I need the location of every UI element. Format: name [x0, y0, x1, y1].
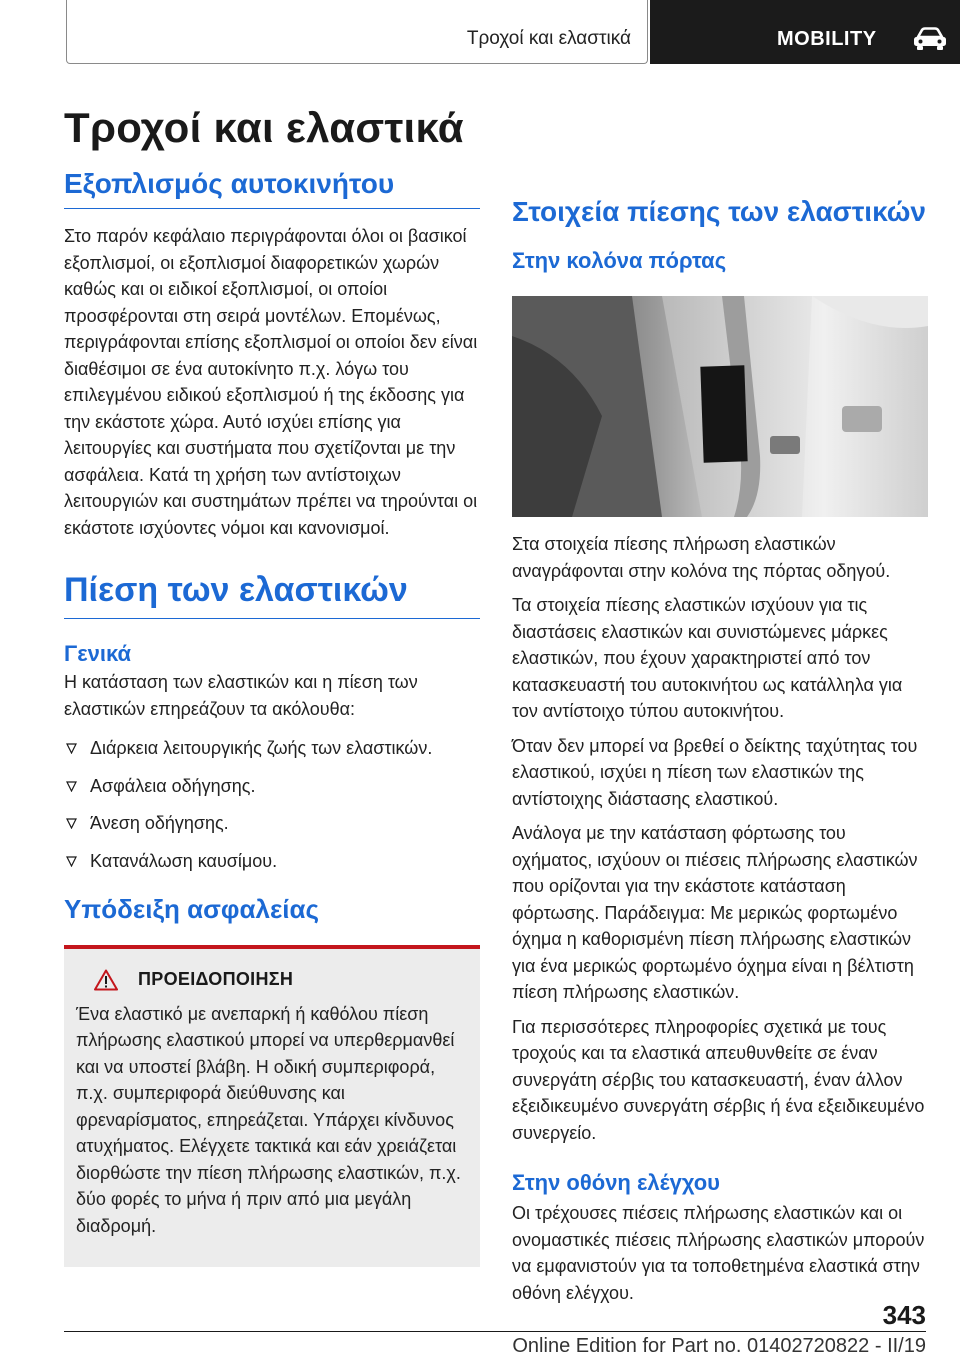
list-item: [64, 810, 480, 836]
door-pillar-photo: [512, 296, 928, 517]
list-item-text: Κατανάλωση καυσίμου.: [90, 850, 278, 871]
footer-edition: Online Edition for Part no. 01402720822 - II/19: [512, 1335, 926, 1357]
door-pillar-heading: Στην κολόνα πόρτας: [512, 248, 727, 273]
door-pillar-p5: Για περισσότερες πληροφορίες σχετικά με τους τροχούς και τα ελαστικά απευθυνθείτε σε έναν συνεργάτη σέρβις του κατασκευαστή, έναν άλλον εξειδικευμένο συνεργάτη σέρβις ή ένα εξειδικευμένο συνεργείο.: [512, 1016, 925, 1143]
door-pillar-p2: Τα στοιχεία πίεσης ελαστικών ισχύουν για τις διαστάσεις ελαστικών και συνιστώμενες μάρκες ελαστικών, που έχουν χαρακτηριστεί από τον κατασκευαστή του αυτοκινήτου ως κατάλληλα για τον αντίστοιχο τύπου αυτοκινήτου.: [512, 595, 903, 721]
warning-text: Ένα ελαστικό με ανεπαρκή ή καθόλου πίεση πλήρωσης ελαστικού μπορεί να υπερθερμανθεί και να υποστεί βλάβη. Η οδική συμπεριφορά, π.χ. συμπεριφορά διεύθυνσης και φρεναρίσματος, επηρεάζεται. Υπάρχει κίνδυνος ατυχήματος. Ελέγχετε τακτικά και εάν χρειάζεται διορθώστε την πίεση πλήρωσης ελαστικών, π.χ. δύο φορές το μήνα ή πριν από μια μεγάλη διαδρομή.: [76, 1003, 461, 1236]
equipment-text: Στο παρόν κεφάλαιο περιγράφονται όλοι οι βασικοί εξοπλισμοί, οι εξοπλισμοί διαφορετικών χωρών καθώς και οι ειδικοί εξοπλισμοί, οι οποίοι προσφέρονται στη σειρά μοντέλων. Επομένως, περιγράφονται επίσης εξοπλισμοί οι οποίοι δεν είναι διαθέσιμοι σε ένα αυτοκίνητο π.χ. λόγω του επιλεγμένου ειδικού εξοπλισμού ή της έκδοσης για την εκάστοτε χώρα. Αυτό ισχύει επίσης για λειτουργίες και συστήματα που σχετίζονται με την ασφάλεια. Κατά τη χρήση των αντίστοιχων λειτουργιών και συστημάτων πρέπει να τηρούνται οι εκάστοτε ισχύοντες νόμοι και κανονισμοί.: [64, 226, 478, 538]
car-icon: [912, 27, 948, 51]
triangle-bullet-icon: [66, 781, 77, 792]
warning-header: [76, 969, 468, 991]
warning-title: ΠΡΟΕΙΔΟΠΟΙΗΣΗ: [138, 969, 294, 989]
general-text: Η κατάσταση των ελαστικών και η πίεση των ελαστικών επηρεάζουν τα ακόλουθα:: [64, 672, 418, 719]
general-heading: Γενικά: [64, 641, 132, 666]
right-column: [512, 162, 928, 1306]
list-item-text: Ασφάλεια οδήγησης.: [90, 775, 256, 796]
safety-heading: Υπόδειξη ασφαλείας: [64, 893, 320, 924]
door-pillar-p4: Ανάλογα με την κατάσταση φόρτωσης του οχήματος, ισχύουν οι πιέσεις πλήρωσης ελαστικών που ορίζονται για την εκάστοτε κατάσταση φόρτωσης. Παράδειγμα: Με μερικώς φορτωμένο όχημα η καθορισμένη πίεση πλήρωσης ελαστικών για ένα μερικώς φορτωμένο όχημα είναι η βέλτιστη πίεση πλήρωσης ελαστικών.: [512, 823, 918, 1002]
left-column: [64, 162, 480, 1267]
pressure-data-heading: Στοιχεία πίεσης των ελαστικών: [512, 196, 926, 227]
triangle-bullet-icon: [66, 856, 77, 867]
equipment-heading: Εξοπλισμός αυτοκινήτου: [64, 168, 480, 209]
page-title: Τροχοί και ελαστικά: [64, 104, 464, 151]
list-item: [64, 848, 480, 874]
page-number: 343: [882, 1300, 926, 1330]
effects-list: [64, 735, 480, 874]
list-item: [64, 735, 480, 761]
tire-pressure-heading: Πίεση των ελαστικών: [64, 571, 480, 619]
header-category-label: MOBILITY: [777, 28, 877, 50]
header-category-tag: [650, 0, 960, 64]
triangle-bullet-icon: [66, 743, 77, 754]
list-item-text: Άνεση οδήγησης.: [90, 813, 229, 833]
header-section-tab: [66, 0, 648, 64]
triangle-bullet-icon: [66, 818, 77, 829]
door-pillar-p1: Στα στοιχεία πίεσης πλήρωση ελαστικών αναγράφονται στην κολόνα της πόρτας οδηγού.: [512, 534, 891, 581]
warning-box: [64, 945, 480, 1268]
door-pillar-p3: Όταν δεν μπορεί να βρεθεί ο δείκτης ταχύτητας του ελαστικού, ισχύει η πίεση των ελαστικών της αντίστοιχης διάστασης ελαστικού.: [512, 735, 918, 809]
header-section-title: Τροχοί και ελαστικά: [466, 28, 631, 49]
footer-divider: [64, 1331, 926, 1332]
display-text: Οι τρέχουσες πιέσεις πλήρωσης ελαστικών και οι ονομαστικές πιέσεις πλήρωσης ελαστικών μπορούν να εμφανιστούν για τα τοποθετημένα ελαστικά στην οθόνη ελέγχου.: [512, 1203, 925, 1303]
list-item: [64, 773, 480, 799]
display-heading: Στην οθόνη ελέγχου: [512, 1170, 720, 1195]
warning-triangle-icon: [94, 969, 118, 991]
list-item-text: Διάρκεια λειτουργικής ζωής των ελαστικών.: [90, 738, 433, 758]
